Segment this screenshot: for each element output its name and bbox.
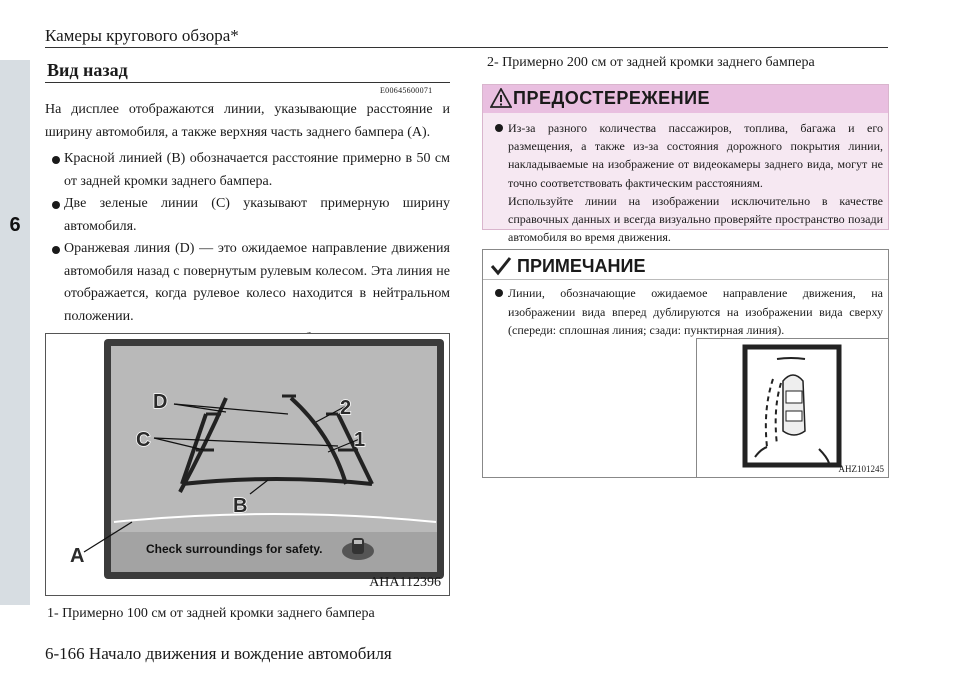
top-view-illustration [697,339,890,479]
note-header [483,250,888,280]
note-text-1: Линии, обозначающие ожидаемое направление движения, на изображении вида вперед дублируются на изображении вида сверху (спереди: сплошная линия; сзади: пунктирная линия). [508,286,883,337]
caution-box [482,84,889,245]
page-header: Камеры кругового обзора* [45,26,239,45]
label-a: A [70,545,85,567]
label-2: 2 [340,397,352,419]
section-divider [45,82,450,83]
note-title: ПРИМЕЧАНИЕ [517,256,646,276]
car-top-icon [783,375,805,435]
caution-text [495,119,883,246]
section-title: Вид назад [47,60,128,80]
list-item: Красной линией (B) обозначается расстояние примерно в 50 см от задней кромки заднего бампера. [52,148,450,193]
top-view-figure [696,338,889,478]
section-code: E00645600071 [380,86,433,95]
note-box [482,249,889,478]
label-1: 1 [354,429,366,451]
warning-triangle-icon [490,88,512,108]
label-d: D [153,391,168,413]
caption-item-1: 1- Примерно 100 см от задней кромки заднего бампера [47,606,375,621]
label-c: C [136,429,151,451]
caution-text-1: Из-за разного количества пассажиров, топлива, багажа и его размещения, а также из-за состояния дорожного покрытия линии, накладываемые на изображение от видеокамеры заднего вида, могут не точно соответствовать фактическим расстояниям. [508,121,883,190]
label-b: B [233,495,248,517]
screen-message: Check surroundings for safety. [146,542,323,556]
header-divider [45,47,888,48]
chapter-side-tab [0,60,30,605]
list-item: Оранжевая линия (D) — это ожидаемое направление движения автомобиля назад с повернутым рулевым колесом. Эта линия не отображается, когда рулевое колесо находится в нейтральном положении. [52,238,450,328]
caution-header [483,85,888,113]
front-guide-line [777,358,805,359]
figure-code: AHA112396 [369,575,441,590]
note-check-icon [490,256,512,276]
caution-title: ПРЕДОСТЕРЕЖЕНИЕ [513,88,711,108]
rear-view-figure [45,333,450,596]
list-item: Две зеленые линии (C) указывают примерную ширину автомобиля. [52,193,450,238]
rear-view-illustration [46,334,451,597]
section-lead: На дисплее отображаются линии, указывающие расстояние и ширину автомобиля, а также верхняя часть заднего бампера (A). [45,102,450,140]
note-figure-code: AHZ101245 [838,464,884,474]
note-text [495,284,883,340]
page-footer: 6-166 Начало движения и вождение автомобиля [45,644,392,663]
feature-list [52,148,450,351]
bullet-dot [495,289,503,297]
bullet-dot [495,124,503,132]
caption-item-2: 2- Примерно 200 см от задней кромки заднего бампера [487,55,815,70]
caution-text-2: Используйте линии на изображении исключительно в качестве справочных данных и всегда визуально проверяйте пространство позади автомобиля во время движения. [508,193,883,245]
chapter-number: 6 [9,214,21,236]
